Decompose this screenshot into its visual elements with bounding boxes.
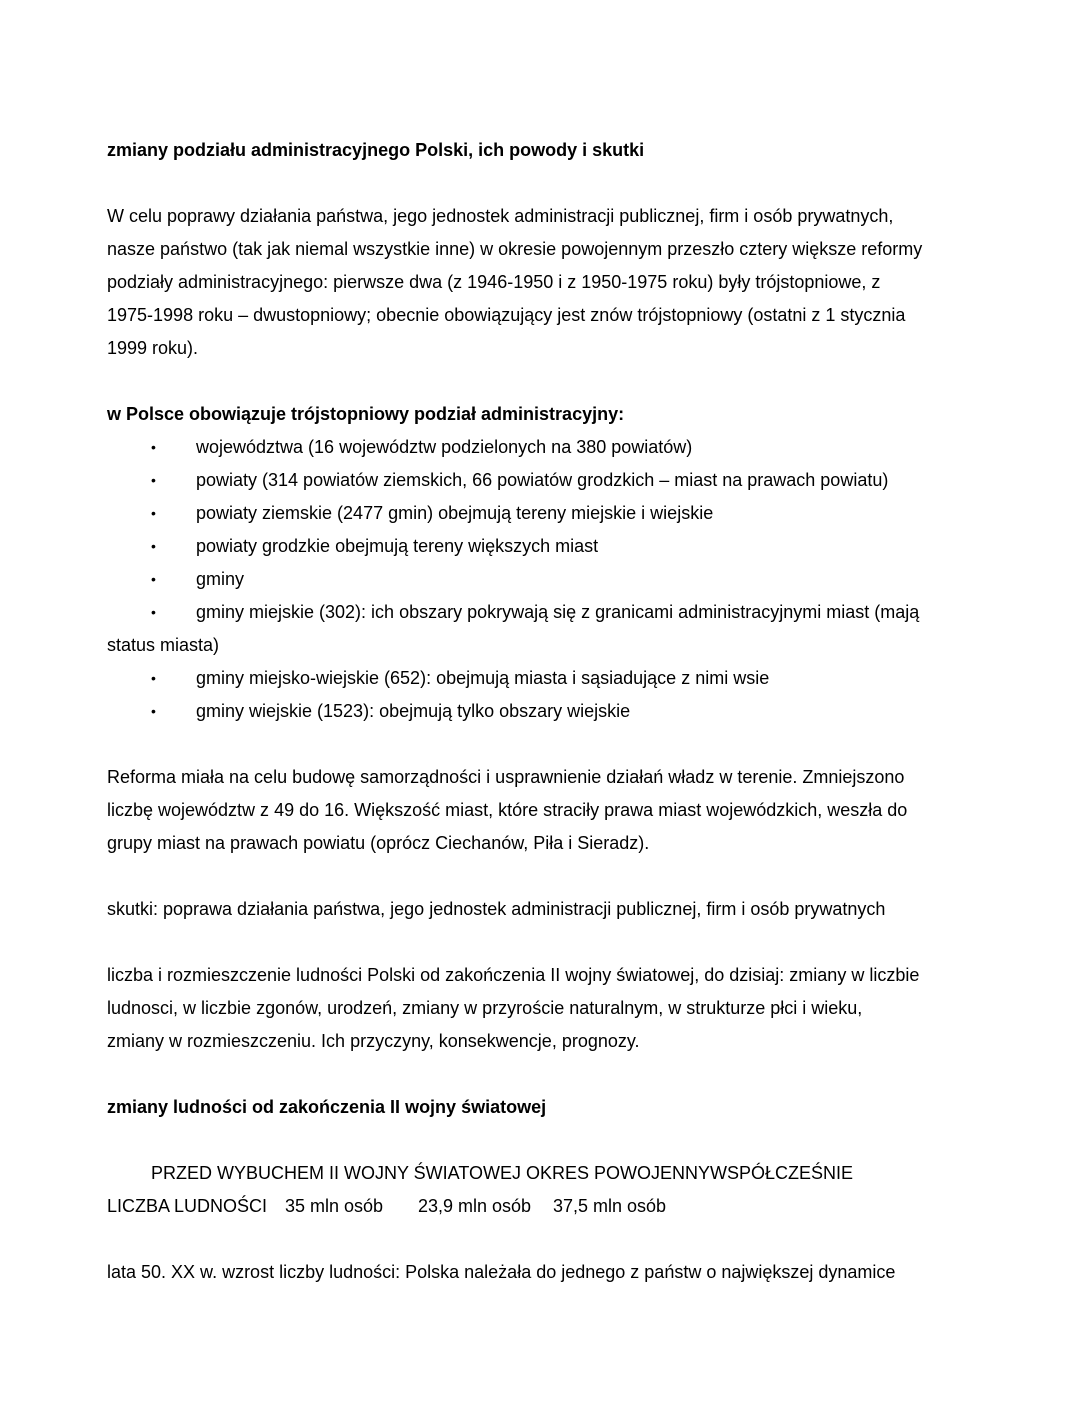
table-header-row <box>107 1157 987 1190</box>
list-item: • gminy miejskie (302): ich obszary pokrywają się z granicami administracyjnymi miast (mają <box>107 596 987 629</box>
bullet-icon: • <box>151 604 156 620</box>
bullet-icon: • <box>151 439 156 455</box>
list-item: • powiaty grodzkie obejmują tereny większych miast <box>107 530 987 563</box>
list-item: • powiaty ziemskie (2477 gmin) obejmują tereny miejskie i wiejskie <box>107 497 987 530</box>
division-list-continued <box>107 662 987 728</box>
list-item: • gminy wiejskie (1523): obejmują tylko obszary wiejskie <box>107 695 987 728</box>
division-list <box>107 431 987 629</box>
bullet-icon: • <box>151 505 156 521</box>
list-item: • powiaty (314 powiatów ziemskich, 66 powiatów grodzkich – miast na prawach powiatu) <box>107 464 987 497</box>
paragraph-line: podziały administracyjnego: pierwsze dwa (z 1946-1950 i z 1950-1975 roku) były trójstopniowe, z <box>107 272 881 292</box>
document-page <box>107 134 987 1289</box>
table-row <box>107 1190 987 1223</box>
bullet-icon: • <box>151 703 156 719</box>
paragraph-reform-goal <box>107 761 987 860</box>
heading-administrative-changes: zmiany podziału administracyjnego Polski, ich powody i skutki <box>107 140 645 160</box>
list-wrap-line: status miasta) <box>107 635 220 655</box>
table-cell: 23,9 mln osób <box>418 1196 532 1216</box>
paragraph-line: liczbę województw z 49 do 16. Większość miast, które straciły prawa miast wojewódzkich, weszła do <box>107 800 908 820</box>
heading-three-tier-division: w Polsce obowiązuje trójstopniowy podział administracyjny: <box>107 404 625 424</box>
table-header: PRZED WYBUCHEM II WOJNY ŚWIATOWEJ OKRES POWOJENNYWSPÓŁCZEŚNIE <box>151 1163 854 1183</box>
table-row-label: LICZBA LUDNOŚCI <box>107 1196 268 1216</box>
bullet-icon: • <box>151 670 156 686</box>
table-cell: 35 mln osób <box>285 1196 384 1216</box>
paragraph-line: ludnosci, w liczbie zgonów, urodzeń, zmiany w przyroście naturalnym, w strukturze płci i wieku, <box>107 998 863 1018</box>
table-cell: 37,5 mln osób <box>553 1196 667 1216</box>
list-item: • województwa (16 województw podzielonych na 380 powiatów) <box>107 431 987 464</box>
paragraph-effects: skutki: poprawa działania państwa, jego jednostek administracji publicznej, firm i osób prywatnych <box>107 899 886 919</box>
paragraph-line: liczba i rozmieszczenie ludności Polski od zakończenia II wojny światowej, do dzisiaj: zmiany w liczbie <box>107 965 920 985</box>
paragraph-line: W celu poprawy działania państwa, jego jednostek administracji publicznej, firm i osób prywatnych, <box>107 206 894 226</box>
paragraph-population-topic <box>107 959 987 1058</box>
bullet-icon: • <box>151 538 156 554</box>
paragraph-line: 1975-1998 roku – dwustopniowy; obecnie obowiązujący jest znów trójstopniowy (ostatni z 1 stycznia <box>107 305 906 325</box>
paragraph-reforms <box>107 200 987 365</box>
list-item: • gminy <box>107 563 987 596</box>
paragraph-line: Reforma miała na celu budowę samorządności i usprawnienie działań władz w terenie. Zmniejszono <box>107 767 905 787</box>
paragraph-1950s-growth: lata 50. XX w. wzrost liczby ludności: Polska należała do jednego z państw o największej dynamice <box>107 1262 896 1282</box>
list-item: • gminy miejsko-wiejskie (652): obejmują miasta i sąsiadujące z nimi wsie <box>107 662 987 695</box>
bullet-icon: • <box>151 571 156 587</box>
bullet-icon: • <box>151 472 156 488</box>
paragraph-line: zmiany w rozmieszczeniu. Ich przyczyny, konsekwencje, prognozy. <box>107 1031 640 1051</box>
paragraph-line: grupy miast na prawach powiatu (oprócz Ciechanów, Piła i Sieradz). <box>107 833 650 853</box>
population-table <box>107 1157 987 1223</box>
paragraph-line: nasze państwo (tak jak niemal wszystkie inne) w okresie powojennym przeszło cztery większe reformy <box>107 239 923 259</box>
paragraph-line: 1999 roku). <box>107 338 199 358</box>
heading-population-changes: zmiany ludności od zakończenia II wojny światowej <box>107 1097 547 1117</box>
